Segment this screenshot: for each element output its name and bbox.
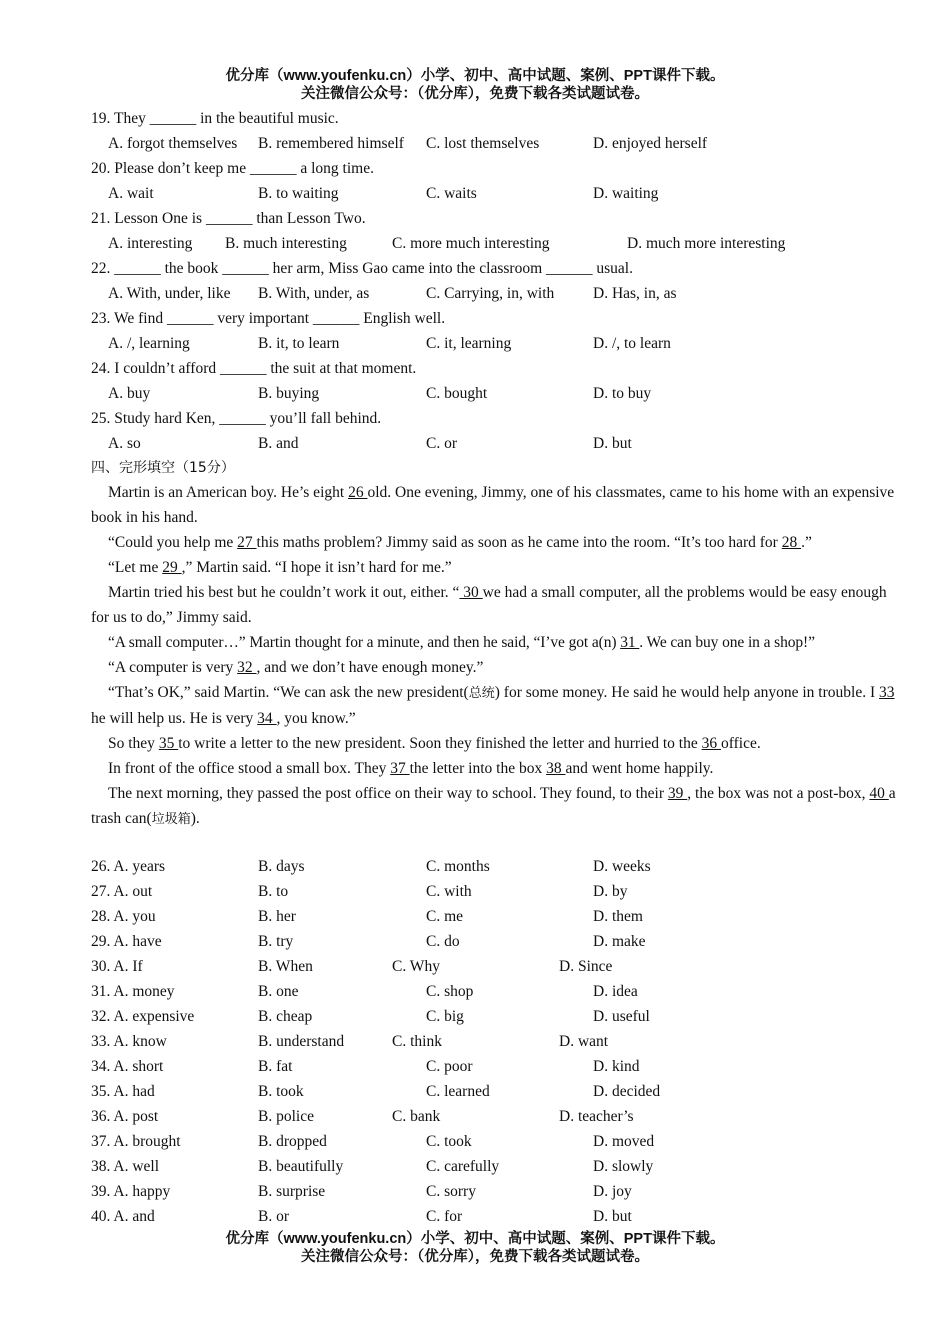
option: B. police — [258, 1108, 314, 1125]
option: D. but — [593, 435, 632, 452]
option: 28. A. you — [91, 908, 156, 925]
option: C. Why — [392, 958, 440, 975]
option: B. one — [258, 983, 299, 1000]
paragraph: Martin tried his best but he couldn’t work it out, either. “ 30 we had a small computer, all the problems would be easy enough for us to do,” Jimmy said. — [91, 584, 887, 626]
option: 29. A. have — [91, 933, 162, 950]
option: B. remembered himself — [258, 135, 404, 152]
option: D. by — [593, 883, 628, 900]
option: C. it, learning — [426, 335, 512, 352]
option: A. With, under, like — [108, 285, 231, 302]
option: D. joy — [593, 1183, 632, 1200]
header-line-1: 优分库（www.youfenku.cn）小学、初中、高中试题、案例、PPT课件下载。 — [225, 68, 725, 84]
option: C. Carrying, in, with — [426, 285, 555, 302]
option: B. When — [258, 958, 313, 975]
blank: 40 — [869, 785, 889, 802]
question-25: 25. Study hard Ken, ______ you’ll fall behind. — [91, 410, 382, 427]
paragraph: “That’s OK,” said Martin. “We can ask the new president(总统) for some money. He said he would help anyone in trouble. I 33 he will help us. He is very 34 , you know.” — [91, 684, 895, 727]
paragraph: “Could you help me 27 this maths problem? Jimmy said as soon as he came into the room. “It’s too hard for 28 .” — [108, 534, 812, 551]
blank: 30 — [459, 584, 483, 601]
paragraph: “A small computer…” Martin thought for a minute, and then he said, “I’ve got a(n) 31 . We can buy one in a shop!” — [108, 634, 815, 651]
option: D. Has, in, as — [593, 285, 677, 302]
blank: 36 — [701, 735, 721, 752]
option: D. slowly — [593, 1158, 654, 1175]
option: D. enjoyed herself — [593, 135, 708, 152]
option: B. it, to learn — [258, 335, 340, 352]
option: B. try — [258, 933, 294, 950]
question-22: 22. ______ the book ______ her arm, Miss Gao came into the classroom ______ usual. — [91, 260, 633, 277]
option: C. think — [392, 1033, 442, 1050]
blank: 35 — [158, 735, 179, 752]
option: C. months — [426, 858, 490, 875]
option: C. lost themselves — [426, 135, 540, 152]
option: 27. A. out — [91, 883, 153, 900]
option: 33. A. know — [91, 1033, 167, 1050]
option: D. much more interesting — [627, 235, 786, 252]
blank: 33 — [879, 684, 895, 701]
option: C. waits — [426, 185, 477, 202]
question-20: 20. Please don’t keep me ______ a long time. — [91, 160, 374, 177]
option: 35. A. had — [91, 1083, 155, 1100]
option: B. days — [258, 858, 305, 875]
paragraph: The next morning, they passed the post office on their way to school. They found, to their 39 , the box was not a post-box, 40 a trash can(垃圾箱). — [91, 785, 896, 827]
blank: 39 — [667, 785, 688, 802]
footer-line-2: 关注微信公众号：（优分库），免费下载各类试题试卷。 — [301, 1249, 649, 1265]
paragraph: So they 35 to write a letter to the new president. Soon they finished the letter and hurried to the 36 office. — [108, 735, 761, 752]
option: A. interesting — [108, 235, 193, 252]
footer-line-1: 优分库（www.youfenku.cn）小学、初中、高中试题、案例、PPT课件下载。 — [225, 1231, 725, 1247]
option: D. kind — [593, 1058, 640, 1075]
option: A. forgot themselves — [108, 135, 238, 152]
question-21: 21. Lesson One is ______ than Lesson Two. — [91, 210, 366, 227]
option: B. much interesting — [225, 235, 347, 252]
option: C. or — [426, 435, 457, 452]
option: B. fat — [258, 1058, 293, 1075]
paragraph: Martin is an American boy. He’s eight 26 old. One evening, Jimmy, one of his classmates, came to his home with an expensive book in his hand. — [91, 484, 895, 526]
option: B. to waiting — [258, 185, 339, 202]
option: D. waiting — [593, 185, 659, 202]
paragraph: In front of the office stood a small box. They 37 the letter into the box 38 and went home happily. — [108, 760, 714, 777]
option: D. Since — [559, 958, 613, 975]
option: 30. A. If — [91, 958, 143, 975]
option: 39. A. happy — [91, 1183, 171, 1200]
option: B. dropped — [258, 1133, 327, 1150]
option: B. took — [258, 1083, 304, 1100]
option: D. idea — [593, 983, 638, 1000]
option: 32. A. expensive — [91, 1008, 195, 1025]
option: D. decided — [593, 1083, 661, 1100]
option: B. and — [258, 435, 299, 452]
option: D. moved — [593, 1133, 655, 1150]
option: C. big — [426, 1008, 464, 1025]
option: D. to buy — [593, 385, 652, 402]
option: C. me — [426, 908, 464, 925]
option: D. weeks — [593, 858, 651, 875]
paragraph: “A computer is very 32 , and we don’t have enough money.” — [108, 659, 484, 676]
option: A. /, learning — [108, 335, 190, 352]
question-24: 24. I couldn’t afford ______ the suit at that moment. — [91, 360, 417, 377]
blank: 31 — [620, 634, 640, 651]
option: C. with — [426, 883, 472, 900]
option: C. do — [426, 933, 460, 950]
option: B. understand — [258, 1033, 345, 1050]
option: B. surprise — [258, 1183, 326, 1200]
option: C. learned — [426, 1083, 490, 1100]
option: C. carefully — [426, 1158, 500, 1175]
option: A. wait — [108, 185, 154, 202]
option: B. With, under, as — [258, 285, 370, 302]
blank: 32 — [237, 659, 257, 676]
option: 34. A. short — [91, 1058, 164, 1075]
cloze-passage — [91, 480, 906, 832]
blank: 38 — [546, 760, 566, 777]
option: D. useful — [593, 1008, 650, 1025]
option: 38. A. well — [91, 1158, 160, 1175]
option: C. bought — [426, 385, 488, 402]
option: B. her — [258, 908, 296, 925]
blank: 37 — [390, 760, 410, 777]
option: C. took — [426, 1133, 472, 1150]
option: 40. A. and — [91, 1208, 155, 1225]
question-23: 23. We find ______ very important ______ English well. — [91, 310, 446, 327]
paragraph: “Let me 29 ,” Martin said. “I hope it isn’t hard for me.” — [108, 559, 452, 576]
option: B. buying — [258, 385, 320, 402]
option: B. cheap — [258, 1008, 313, 1025]
option: 37. A. brought — [91, 1133, 181, 1150]
blank: 26 — [348, 484, 368, 501]
option: C. for — [426, 1208, 463, 1225]
option: D. teacher’s — [559, 1108, 634, 1125]
option: D. want — [559, 1033, 609, 1050]
option: C. bank — [392, 1108, 441, 1125]
blank: 29 — [162, 559, 182, 576]
option: D. but — [593, 1208, 632, 1225]
option: C. poor — [426, 1058, 473, 1075]
option: C. shop — [426, 983, 474, 1000]
option: A. buy — [108, 385, 151, 402]
option: D. make — [593, 933, 646, 950]
question-19: 19. They ______ in the beautiful music. — [91, 110, 339, 127]
option: D. them — [593, 908, 643, 925]
option: A. so — [108, 435, 141, 452]
blank: 27 — [237, 534, 257, 551]
header-line-2: 关注微信公众号：（优分库），免费下载各类试题试卷。 — [301, 86, 649, 102]
option: 36. A. post — [91, 1108, 159, 1125]
option: C. more much interesting — [392, 235, 550, 252]
option: B. beautifully — [258, 1158, 344, 1175]
option: 26. A. years — [91, 858, 166, 875]
section-title: 四、完形填空（15分） — [91, 460, 235, 476]
blank: 34 — [257, 710, 277, 727]
option: C. sorry — [426, 1183, 476, 1200]
blank: 28 — [781, 534, 802, 551]
option: 31. A. money — [91, 983, 175, 1000]
option: B. to — [258, 883, 289, 900]
option: B. or — [258, 1208, 289, 1225]
option: D. /, to learn — [593, 335, 671, 352]
